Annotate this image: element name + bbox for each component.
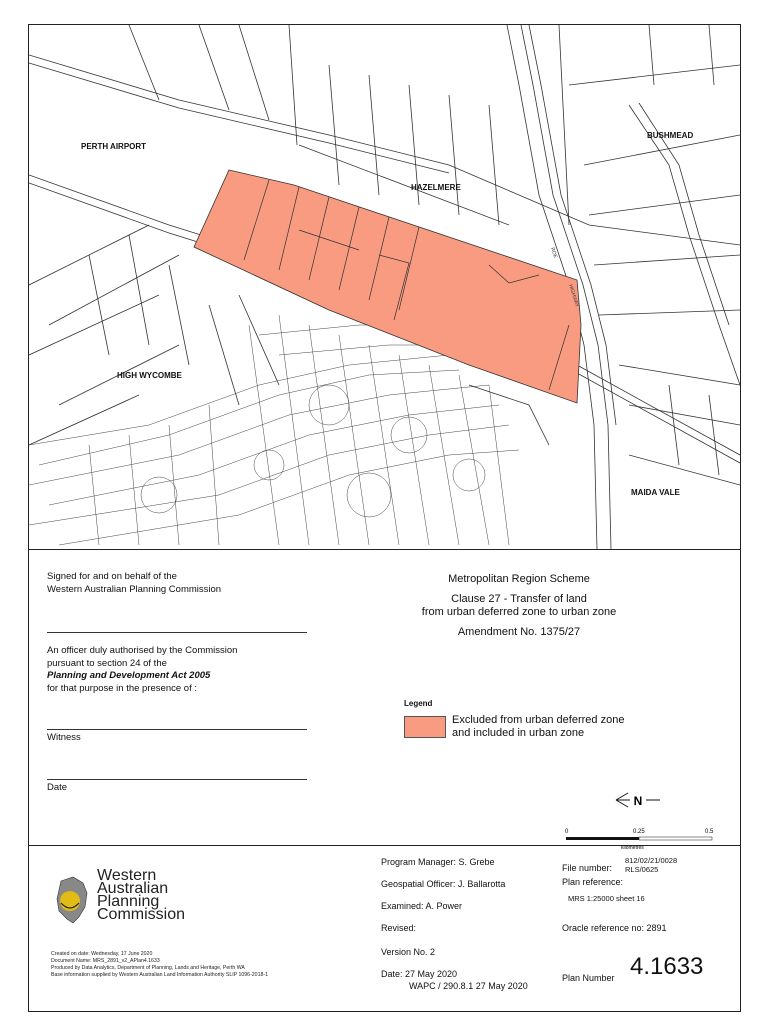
oracle-reference: Oracle reference no: 2891	[562, 923, 667, 933]
scheme-title: Metropolitan Region Scheme	[448, 573, 590, 585]
officer-line-3: for that purpose in the presence of :	[47, 682, 197, 694]
scale-tick-0: 0	[565, 829, 569, 835]
legend-item-line-1: Excluded from urban deferred zone	[452, 714, 625, 726]
officer-line-1: An officer duly authorised by the Commission	[47, 645, 238, 656]
plan-sheet	[28, 24, 741, 1012]
mrs-sheet: MRS 1:25000 sheet 16	[568, 894, 645, 903]
program-manager: Program Manager: S. Grebe	[381, 857, 495, 867]
credit-line-1: Created on date: Wednesday, 17 June 2020	[51, 951, 153, 957]
label-maida-vale: MAIDA VALE	[631, 488, 680, 497]
wa-map-icon	[53, 873, 93, 933]
label-road-roe: ROE	[549, 246, 559, 259]
signed-line-2: Western Australian Planning Commission	[47, 583, 222, 595]
label-hazelmere: HAZELMERE	[411, 183, 461, 192]
wapc-logo	[57, 867, 237, 937]
credit-line-3: Produced by Data Analytics, Department of Planning, Lands and Heritage, Perth WA	[51, 965, 245, 971]
scale-unit: kilometres	[621, 845, 644, 851]
scale-tick-1: 0.25	[633, 829, 645, 835]
signed-line-1: Signed for and on behalf of the	[47, 571, 177, 582]
officer-line-2: pursuant to section 24 of the	[47, 657, 167, 669]
date-label: Date	[47, 781, 68, 793]
label-high-wycombe: HIGH WYCOMBE	[117, 371, 182, 380]
map-canvas	[29, 25, 740, 549]
scale-tick-2: 0.5	[705, 829, 714, 835]
label-bushmead: BUSHMEAD	[647, 131, 694, 140]
north-label: N	[633, 794, 643, 808]
label-perth-airport: PERTH AIRPORT	[81, 142, 147, 151]
north-arrow-icon	[614, 791, 662, 809]
signature-line	[47, 632, 307, 633]
credit-line-2: Document Name: MRS_2891_v2_APlan4.1633	[51, 958, 160, 964]
clause-line-1: Clause 27 - Transfer of land	[451, 593, 587, 605]
version: Version No. 2	[381, 947, 436, 957]
file-number-label: File number:	[562, 863, 613, 873]
legend-item-line-2: and included in urban zone	[452, 727, 585, 739]
plan-number-label: Plan Number	[562, 973, 615, 983]
revised: Revised:	[381, 923, 417, 933]
signature-block	[47, 571, 317, 794]
urban-zone-area	[194, 170, 581, 403]
logo-line-4: Commission	[97, 906, 186, 923]
credits	[51, 951, 371, 979]
plan-date: Date: 27 May 2020	[381, 969, 458, 979]
logo-line-3: Planning	[97, 893, 160, 910]
logo-line-1: Western	[97, 867, 157, 884]
credit-line-4: Base information supplied by Western Australian Land Information Authority SLIP 1096-2018-1	[51, 972, 268, 978]
examined: Examined: A. Power	[381, 901, 463, 911]
map-panel	[29, 25, 740, 550]
witness-line	[47, 729, 307, 730]
plan-number: 4.1633	[630, 953, 704, 980]
file-number-2: RLS/0625	[625, 865, 659, 874]
title-block	[384, 573, 654, 639]
file-number-1: 812/02/21/0028	[625, 856, 678, 865]
act-name: Planning and Development Act 2005	[47, 670, 211, 681]
wapc-reference: WAPC / 290.8.1 27 May 2020	[409, 981, 528, 991]
amendment-number: Amendment No. 1375/27	[457, 626, 581, 638]
geospatial-officer: Geospatial Officer: J. Ballarotta	[381, 879, 506, 889]
label-road-highway: HIGHWAY	[567, 283, 581, 308]
legend-heading: Legend	[404, 699, 433, 708]
signature-legend-panel	[29, 549, 740, 851]
witness-label: Witness	[47, 732, 81, 743]
date-line	[47, 779, 307, 780]
legend-swatch	[404, 716, 446, 738]
plan-reference-label: Plan reference:	[562, 877, 624, 887]
clause-line-2: from urban deferred zone to urban zone	[421, 606, 617, 618]
legend	[404, 699, 704, 740]
footer-panel	[29, 845, 740, 1011]
logo-line-2: Australian	[97, 880, 169, 897]
